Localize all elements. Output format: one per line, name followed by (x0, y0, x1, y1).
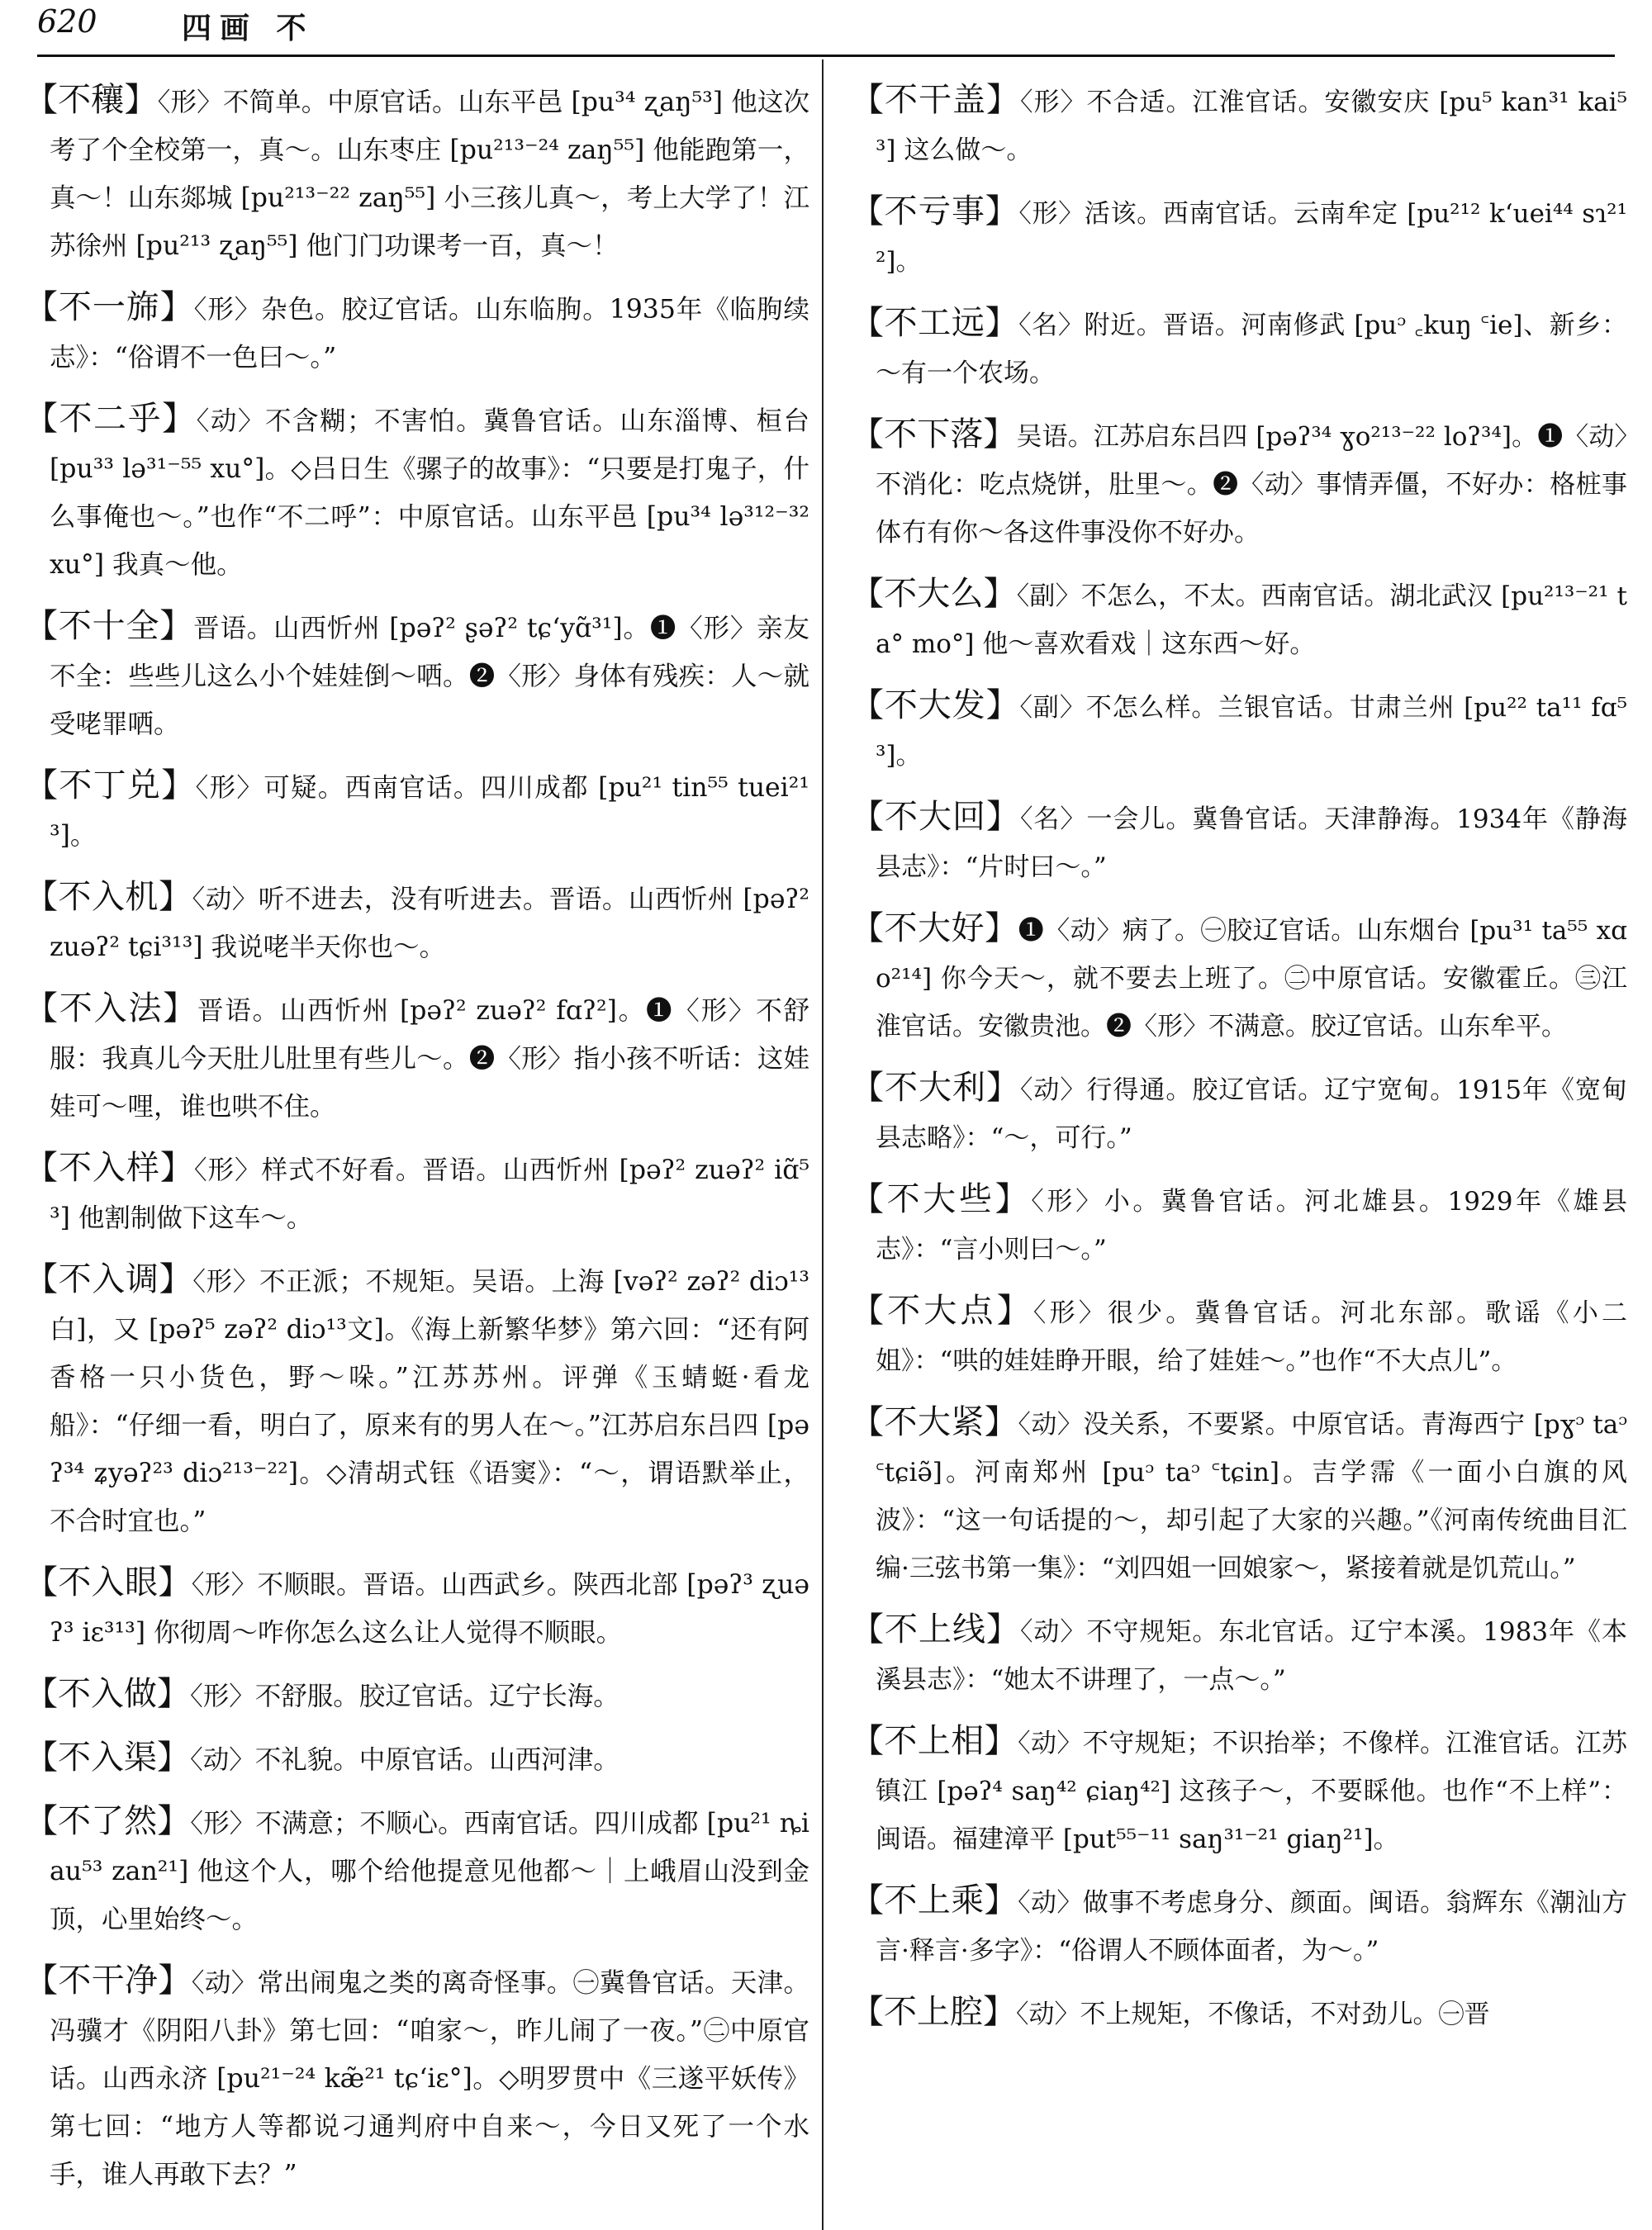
entry-definition: 〈动〉常出闹鬼之类的离奇怪事。㊀冀鲁官话。天津。冯骥才《阴阳八卦》第七回：“咱家～，昨儿闹了一夜。”㊁中原官话。山西永济 [pu²¹⁻²⁴ kæ̃²¹ tɕʻiɛ°]。◇明罗贯中《三遂平妖传》第七回：“地方人等都说刁通判府中自来～，今日又死了一个水手，谁人再敢下去？” (50, 1968, 809, 2190)
dictionary-entry (851, 410, 1627, 557)
entry-headword: 【不十全】 (25, 607, 194, 645)
dictionary-entry (25, 985, 809, 1131)
entry-headword: 【不上相】 (851, 1722, 1018, 1760)
entry-headword: 【不上乘】 (851, 1881, 1018, 1919)
entry-definition: 〈形〉不满意；不顺心。西南官话。四川成都 [pu²¹ ȵiau⁵³ zan²¹] 他这个人，哪个给他提意见他都～｜上峨眉山没到金顶，心里始终～。 (50, 1809, 809, 1934)
entry-headword: 【不亏事】 (851, 192, 1019, 230)
dictionary-entry (851, 570, 1627, 668)
dictionary-entry (851, 1877, 1627, 1975)
entry-definition: 〈副〉不怎么样。兰银官话。甘肃兰州 [pu²² ta¹¹ fɑ⁵³]。 (876, 693, 1627, 771)
entry-headword: 【不大回】 (851, 798, 1020, 836)
entry-headword: 【不上线】 (851, 1611, 1020, 1649)
entry-definition: 〈动〉听不进去，没有听进去。晋语。山西忻州 [pəʔ² zuəʔ² tɕi³¹³] 我说咾半天你也～。 (50, 885, 809, 962)
dictionary-entry (25, 1670, 809, 1720)
entry-headword: 【不大些】 (851, 1180, 1032, 1218)
dictionary-entry (25, 1255, 809, 1545)
entry-headword: 【不二乎】 (25, 400, 197, 438)
entry-definition: 〈形〉样式不好看。晋语。山西忻州 [pəʔ² zuəʔ² iɑ̃⁵³] 他割制做下这车～。 (50, 1155, 809, 1233)
dictionary-entry (25, 283, 809, 382)
dictionary-entry (851, 904, 1627, 1051)
entry-headword: 【不大点】 (851, 1292, 1033, 1330)
entry-definition: 〈形〉不合适。江淮官话。安徽安庆 [pu⁵ kan³¹ kai⁵³] 这么做～。 (876, 88, 1627, 165)
entry-headword: 【不工远】 (851, 304, 1019, 342)
entry-definition: 晋语。山西忻州 [pəʔ² ʂəʔ² tɕʻyɑ̃³¹]。❶〈形〉亲友不全：些些儿这么小个娃娃倒～哂。❷〈形〉身体有残疾：人～就受咾罪哂。 (50, 614, 809, 739)
entry-definition: 〈形〉很少。冀鲁官话。河北东部。歌谣《小二姐》：“哄的娃娃睁开眼，给了娃娃～。”也作“不大点儿”。 (876, 1298, 1627, 1376)
entry-headword: 【不入调】 (25, 1260, 193, 1298)
entry-definition: 〈形〉杂色。胶辽官话。山东临朐。1935年《临朐续志》：“俗谓不一色曰～。” (50, 295, 809, 372)
entry-headword: 【不一旆】 (25, 288, 194, 326)
entry-definition: 〈形〉小。冀鲁官话。河北雄县。1929年《雄县志》：“言小则曰～。” (876, 1187, 1627, 1264)
dictionary-entry (25, 76, 809, 270)
running-title: 四画 不 (182, 11, 315, 45)
dictionary-entry (851, 1287, 1627, 1385)
entry-headword: 【不入眼】 (25, 1563, 192, 1601)
entry-headword: 【不大好】 (851, 909, 1018, 947)
dictionary-entry (851, 1064, 1627, 1162)
entry-definition: 〈动〉不礼貌。中原官话。山西河津。 (190, 1745, 620, 1775)
entry-headword: 【不穰】 (25, 81, 158, 119)
dictionary-entry (851, 1606, 1627, 1704)
entry-definition: 吴语。江苏启东吕四 [pəʔ³⁴ ɣo²¹³⁻²² loʔ³⁴]。❶〈动〉不消化：吃点烧饼，肚里～。❷〈动〉事情弄僵，不好办：格桩事体冇有你～各这件事没你不好办。 (876, 422, 1627, 548)
dictionary-entry (851, 1175, 1627, 1274)
entry-definition: 〈形〉活该。西南官话。云南牟定 [pu²¹² kʻuei⁴⁴ sɿ²¹²]。 (876, 199, 1627, 277)
entry-definition: 〈形〉不正派；不规矩。吴语。上海 [vəʔ² zəʔ² diɔ¹³白]，又 [pəʔ⁵ zəʔ² diɔ¹³文]。《海上新繁华梦》第六回：“还有阿香格一只小货色，野～哚。”江苏苏州。评弹《玉蜻蜓·看龙船》：“仔细一看，明白了，原来有的男人在～。”江苏启东吕四 [pəʔ³⁴ ʑyəʔ²³ diɔ²¹³⁻²²]。◇清胡式钰《语窦》：“～，谓语默举止，不合时宜也。” (50, 1267, 809, 1536)
dictionary-entry (851, 793, 1627, 891)
entry-headword: 【不了然】 (25, 1802, 191, 1840)
entry-definition: 〈形〉不舒服。胶辽官话。辽宁长海。 (190, 1682, 620, 1711)
entry-headword: 【不干净】 (25, 1962, 192, 2000)
entry-definition: 〈名〉一会儿。冀鲁官话。天津静海。1934年《静海县志》：“片时曰～。” (876, 804, 1627, 882)
dictionary-entry (25, 1559, 809, 1657)
entry-headword: 【不下落】 (851, 415, 1017, 453)
left-column (25, 76, 809, 2230)
entry-definition: 〈动〉不上规矩，不像话，不对劲儿。㊀晋 (1016, 2000, 1490, 2029)
right-column (851, 76, 1627, 2230)
entry-definition: 〈名〉附近。晋语。河南修武 [puᵓ ꜀kuŋ ꜂ie]、新乡：～有一个农场。 (876, 311, 1627, 388)
entry-definition: 〈副〉不怎么，不太。西南官话。湖北武汉 [pu²¹³⁻²¹ ta° mo°] 他～喜欢看戏｜这东西～好。 (876, 581, 1627, 659)
dictionary-entry (25, 1144, 809, 1242)
entry-headword: 【不大发】 (851, 686, 1020, 724)
entry-definition: 〈动〉行得通。胶辽官话。辽宁宽甸。1915年《宽甸县志略》：“～，可行。” (876, 1075, 1627, 1153)
column-divider (822, 59, 824, 2230)
entry-headword: 【不大利】 (851, 1069, 1020, 1107)
entry-headword: 【不入做】 (25, 1675, 190, 1713)
entry-headword: 【不上腔】 (851, 1993, 1016, 2031)
dictionary-entry (851, 1988, 1627, 2038)
entry-definition: 〈动〉不守规矩。东北官话。辽宁本溪。1983年《本溪县志》：“她太不讲理了，一点～。” (876, 1617, 1627, 1695)
dictionary-entry (851, 76, 1627, 174)
entry-definition: 〈动〉做事不考虑身分、颜面。闽语。翁辉东《潮汕方言·释言·多字》：“俗谓人不顾体面者，为～。” (876, 1888, 1627, 1966)
dictionary-entry (851, 187, 1627, 286)
dictionary-entry (25, 1957, 809, 2199)
dictionary-entry (851, 1398, 1627, 1592)
entry-definition: 〈形〉不顺眼。晋语。山西武乡。陕西北部 [pəʔ³ ʐuəʔ³ iɛ³¹³] 你彻周～咋你怎么这么让人觉得不顺眼。 (50, 1570, 809, 1648)
entry-headword: 【不入法】 (25, 989, 198, 1027)
entry-headword: 【不入样】 (25, 1149, 194, 1187)
entry-headword: 【不入渠】 (25, 1739, 190, 1777)
dictionary-entry (25, 1797, 809, 1943)
entry-headword: 【不入机】 (25, 878, 192, 916)
entry-definition: 〈形〉不简单。中原官话。山东平邑 [pu³⁴ ʐaŋ⁵³] 他这次考了个全校第一，真～。山东枣庄 [pu²¹³⁻²⁴ zaŋ⁵⁵] 他能跑第一，真～！山东郯城 [pu²¹³⁻²² zaŋ⁵⁵] 小三孩儿真～，考上大学了！江苏徐州 [pu²¹³ ʐaŋ⁵⁵] 他门门功课考一百，真～！ (50, 88, 809, 261)
dictionary-entry (851, 1717, 1627, 1863)
dictionary-entry (25, 1734, 809, 1784)
entry-headword: 【不丁兑】 (25, 766, 196, 804)
entry-headword: 【不干盖】 (851, 81, 1020, 119)
dictionary-entry (25, 602, 809, 748)
entry-headword: 【不大么】 (851, 575, 1017, 613)
entry-definition: 〈动〉不守规矩；不识抬举；不像样。江淮官话。江苏镇江 [pəʔ⁴ saŋ⁴² ɕiaŋ⁴²] 这孩子～，不要睬他。也作“不上样”：闽语。福建漳平 [put⁵⁵⁻¹¹ saŋ³¹⁻²¹ giaŋ²¹]。 (876, 1729, 1627, 1854)
dictionary-entry (25, 873, 809, 971)
entry-definition: 〈动〉没关系，不要紧。中原官话。青海西宁 [pɣᵓ taᵓ ꜂tɕiə̃]。河南郑州 [puᵓ taᵓ ꜂tɕin]。吉学霈《一面小白旗的风波》：“这一句话提的～，却引起了大家的兴趣。”《河南传统曲目汇编·三弦书第一集》：“刘四姐一回娘家～，紧接着就是饥荒山。” (876, 1410, 1627, 1583)
entry-definition: 〈动〉不含糊；不害怕。冀鲁官话。山东淄博、桓台 [pu³³ lə³¹⁻⁵⁵ xu°]。◇吕日生《骡子的故事》：“只要是打鬼子，什么事俺也～。”也作“不二呼”：中原官话。山东平邑 [pu³⁴ lə³¹²⁻³² xu°] 我真～他。 (50, 406, 809, 580)
entry-definition: 〈形〉可疑。西南官话。四川成都 [pu²¹ tin⁵⁵ tuei²¹³]。 (50, 773, 809, 851)
page-number: 620 (37, 3, 97, 40)
entry-definition: ❶〈动〉病了。㊀胶辽官话。山东烟台 [pu³¹ ta⁵⁵ xɑo²¹⁴] 你今天～，就不要去上班了。㊁中原官话。安徽霍丘。㊂江淮官话。安徽贵池。❷〈形〉不满意。胶辽官话。山东牟平。 (876, 916, 1627, 1041)
dictionary-entry (25, 395, 809, 589)
entry-definition: 晋语。山西忻州 [pəʔ² zuəʔ² fɑʔ²]。❶〈形〉不舒服：我真儿今天肚儿肚里有些儿～。❷〈形〉指小孩不听话：这娃娃可～哩，谁也哄不住。 (50, 996, 809, 1122)
dictionary-entry (25, 762, 809, 860)
dictionary-entry (851, 681, 1627, 780)
dictionary-entry (851, 299, 1627, 397)
entry-headword: 【不大紧】 (851, 1403, 1018, 1441)
